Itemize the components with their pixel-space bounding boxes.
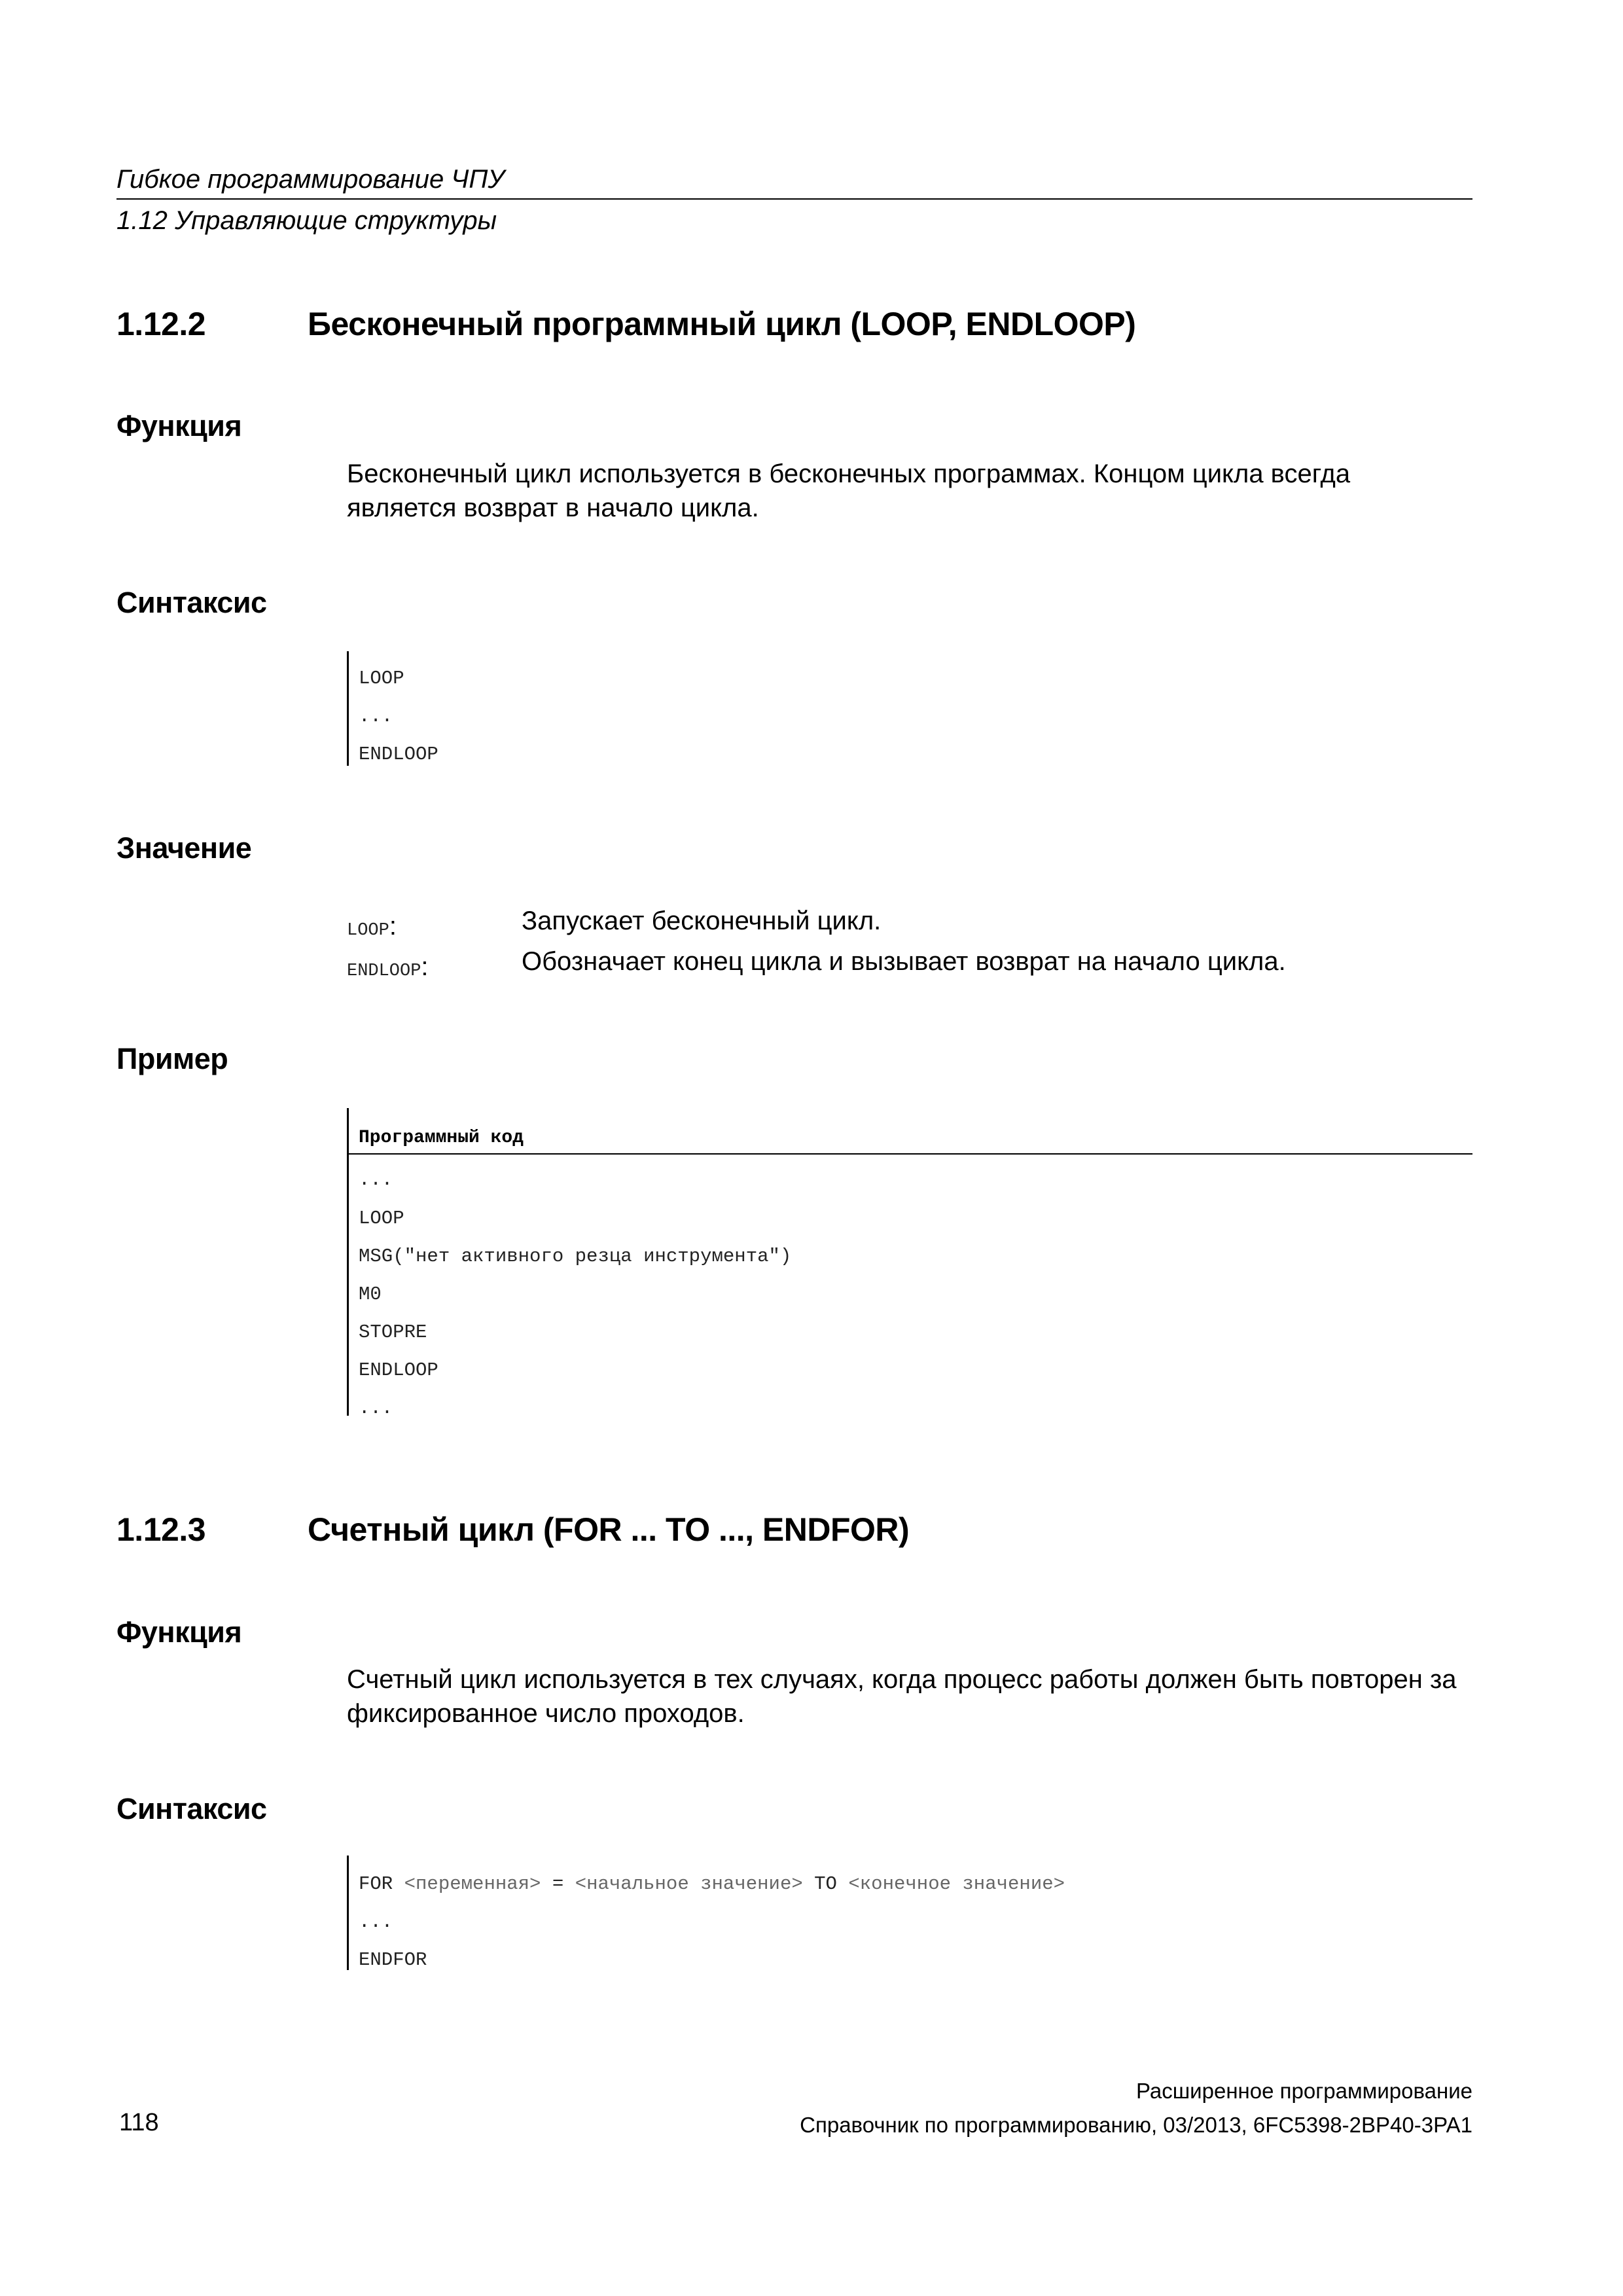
meaning-term-keyword: ENDLOOP (347, 961, 421, 981)
kw-for: FOR (359, 1873, 393, 1895)
running-header-section: 1.12 Управляющие структуры (116, 206, 497, 235)
meaning-term-colon: : (389, 912, 397, 941)
syntax-code-bar-for (347, 1856, 349, 1970)
meaning-heading-loop: Значение (116, 831, 252, 865)
example-code-header: Программный код (359, 1128, 524, 1148)
section-number-for: 1.12.3 (116, 1511, 206, 1548)
meaning-term (347, 912, 397, 941)
example-line: STOPRE (359, 1321, 427, 1343)
function-text-for: Счетный цикл используется в тех случаях, когда процесс работы должен быть повторен за фиксированное число проходов. (347, 1665, 1457, 1728)
arg-variable: <переменная> (404, 1873, 541, 1895)
meaning-term-colon: : (421, 952, 429, 981)
footer-doc-title: Расширенное программирование (1135, 2079, 1472, 2103)
syntax-heading-loop: Синтаксис (116, 586, 267, 619)
meaning-term (347, 952, 429, 982)
function-heading-loop: Функция (116, 409, 242, 442)
syntax-line: ENDLOOP (359, 744, 438, 765)
syntax-heading-for: Синтаксис (116, 1792, 267, 1825)
example-line: ... (359, 1397, 393, 1419)
header-rule (116, 198, 1472, 200)
syntax-line: ... (359, 706, 393, 727)
example-line: ENDLOOP (359, 1359, 438, 1381)
example-header-rule (347, 1153, 1472, 1155)
meaning-term-keyword: LOOP (347, 921, 389, 941)
example-line: MSG("нет активного резца инструмента") (359, 1246, 792, 1267)
syntax-line: ENDFOR (359, 1949, 427, 1971)
function-text-loop: Бесконечный цикл используется в бесконечных программах. Концом цикла всегда является возврат в начало цикла. (347, 459, 1351, 522)
meaning-desc: Обозначает конец цикла и вызывает возврат на начало цикла. (522, 947, 1286, 976)
section-number-loop: 1.12.2 (116, 306, 206, 342)
arg-start-value: <начальное значение> (575, 1873, 803, 1895)
syntax-line: ... (359, 1911, 393, 1933)
eq-sign: = (552, 1873, 564, 1895)
example-line: LOOP (359, 1208, 404, 1229)
example-heading-loop: Пример (116, 1042, 228, 1075)
running-header-title: Гибкое программирование ЧПУ (116, 165, 505, 194)
example-line: ... (359, 1169, 393, 1191)
kw-to: TO (814, 1873, 837, 1895)
page-number: 118 (119, 2109, 159, 2136)
syntax-code-bar-loop (347, 651, 349, 766)
syntax-line: LOOP (359, 668, 404, 689)
section-title-for: Счетный цикл (FOR ... TO ..., ENDFOR) (308, 1511, 910, 1548)
arg-end-value: <конечное значение> (848, 1873, 1065, 1895)
syntax-line-for (359, 1873, 1065, 1895)
footer-doc-ref: Справочник по программированию, 03/2013, 6FC5398-2BP40-3PA1 (800, 2113, 1472, 2137)
function-heading-for: Функция (116, 1615, 242, 1649)
meaning-desc: Запускает бесконечный цикл. (522, 906, 882, 935)
example-line: M0 (359, 1283, 382, 1305)
section-title-loop: Бесконечный программный цикл (LOOP, ENDLOOP) (308, 306, 1136, 342)
